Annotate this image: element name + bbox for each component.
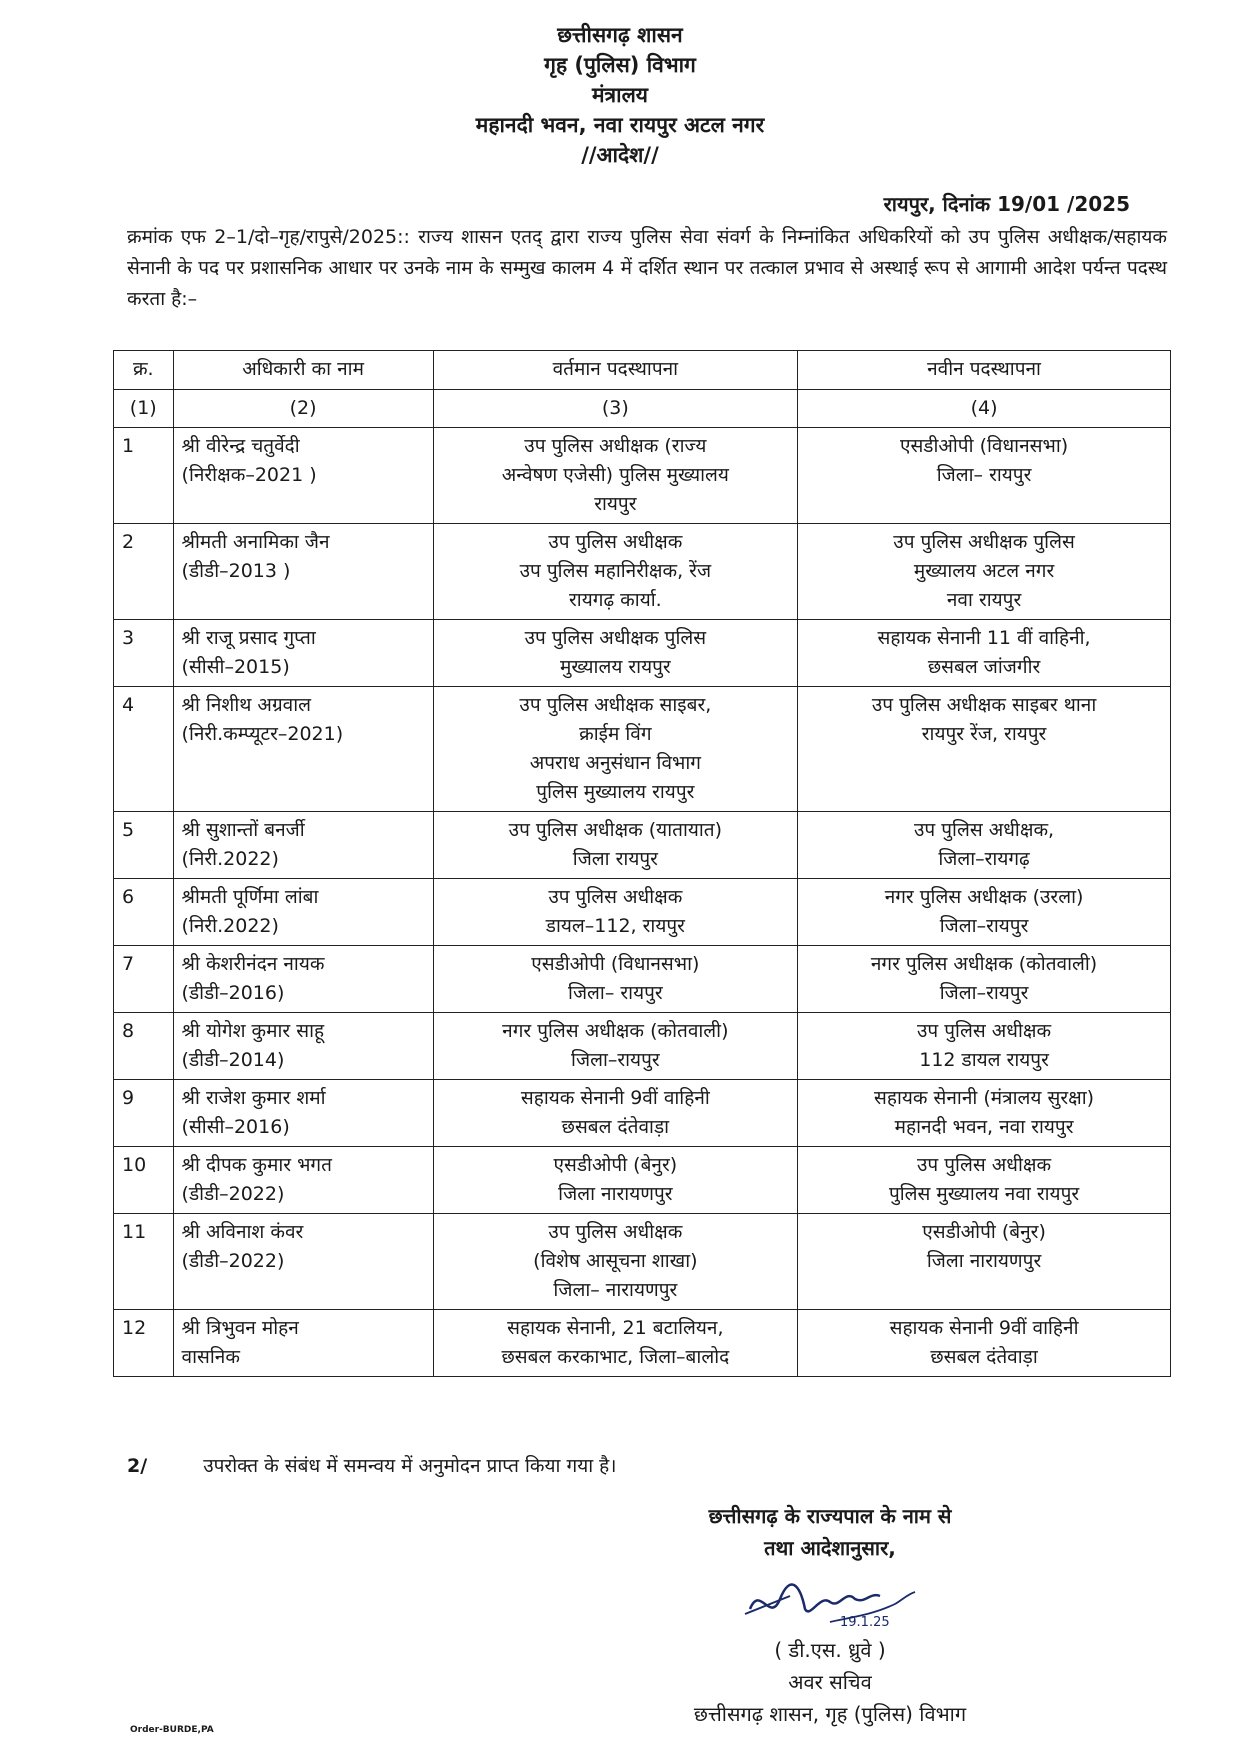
table-row xyxy=(114,879,1171,946)
current-posting-line: पुलिस मुख्यालय रायपुर xyxy=(536,781,695,803)
new-posting-line: नवा रायपुर xyxy=(946,589,1022,611)
row-officer-name xyxy=(173,1080,433,1147)
new-posting-line: जिला–रायपुर xyxy=(939,982,1029,1004)
current-posting-line: अन्वेषण एजेसी) पुलिस मुख्यालय xyxy=(501,464,729,486)
new-posting-line: उप पुलिस अधीक्षक पुलिस xyxy=(893,531,1075,553)
paragraph-text: उपरोक्त के संबंध में समन्वय में अनुमोदन प्राप्त किया गया है। xyxy=(203,1455,617,1477)
officer-name-line: श्री दीपक कुमार भगत xyxy=(181,1154,332,1176)
department-name: गृह (पुलिस) विभाग xyxy=(544,53,696,77)
govt-name: छत्तीसगढ़ शासन xyxy=(557,23,683,47)
row-officer-name xyxy=(173,946,433,1013)
current-posting-line: छसबल करकाभाट, जिला–बालोद xyxy=(501,1346,730,1368)
table-row xyxy=(114,1013,1171,1080)
current-posting-line: उप पुलिस अधीक्षक (यातायात) xyxy=(508,819,723,841)
row-new-posting xyxy=(798,1147,1171,1214)
row-current-posting xyxy=(433,524,798,620)
current-posting-line: उप पुलिस अधीक्षक xyxy=(548,531,683,553)
row-serial: 8 xyxy=(114,1013,174,1080)
officer-name-line: श्री राजेश कुमार शर्मा xyxy=(181,1087,326,1109)
header-current-posting: वर्तमान पदस्थापना xyxy=(433,351,798,390)
officer-name-line: श्री अविनाश कंवर xyxy=(181,1221,304,1243)
officer-name-line: (निरी.कम्प्यूटर–2021) xyxy=(181,723,344,745)
current-posting-line: (विशेष आसूचना शाखा) xyxy=(533,1250,698,1272)
new-posting-line: जिला–रायपुर xyxy=(939,915,1029,937)
new-posting-line: पुलिस मुख्यालय नवा रायपुर xyxy=(888,1183,1080,1205)
intro-paragraph: क्रमांक एफ 2–1/दो–गृह/रापुसे/2025:: राज्य शासन एतद् द्वारा राज्य पुलिस सेवा संवर्ग के निम्नांकित अधिकरियों को उप पुलिस अधीक्षक/सहायक सेनानी के पद पर प्रशासनिक आधार पर उनके नाम के सम्मुख कालम 4 में दर्शित स्थान पर तत्काल प्रभाव से अस्थाई रूप से आगामी आदेश पर्यन्त पदस्थ करता है:– xyxy=(127,226,1167,310)
current-posting-line: उप पुलिस महानिरीक्षक, रेंज xyxy=(519,560,712,582)
row-officer-name xyxy=(173,1310,433,1377)
row-new-posting xyxy=(798,1214,1171,1310)
officer-name-line: श्रीमती पूर्णिमा लांबा xyxy=(181,886,319,908)
row-officer-name xyxy=(173,428,433,524)
current-posting-line: मुख्यालय रायपुर xyxy=(560,656,671,678)
new-posting-line: जिला–रायगढ़ xyxy=(938,848,1030,870)
table-row xyxy=(114,1214,1171,1310)
new-posting-line: उप पुलिस अधीक्षक साइबर थाना xyxy=(871,694,1097,716)
new-posting-line: महानदी भवन, नवा रायपुर xyxy=(894,1116,1074,1138)
new-posting-line: छसबल जांजगीर xyxy=(927,656,1041,678)
row-serial: 2 xyxy=(114,524,174,620)
current-posting-line: जिला– रायपुर xyxy=(568,982,663,1004)
header-officer-name: अधिकारी का नाम xyxy=(173,351,433,390)
row-current-posting xyxy=(433,1147,798,1214)
current-posting-line: सहायक सेनानी, 21 बटालियन, xyxy=(507,1317,724,1339)
authority-line-1: छत्तीसगढ़ के राज्यपाल के नाम से xyxy=(708,1504,952,1528)
column-number-row xyxy=(114,390,1171,428)
row-serial: 12 xyxy=(114,1310,174,1377)
colnum-4: (4) xyxy=(798,390,1171,428)
letterhead xyxy=(0,20,1240,170)
row-serial: 11 xyxy=(114,1214,174,1310)
row-officer-name xyxy=(173,1147,433,1214)
row-new-posting xyxy=(798,428,1171,524)
place-date: रायपुर, दिनांक 19/01 /2025 xyxy=(883,192,1130,216)
new-posting-line: जिला– रायपुर xyxy=(936,464,1032,486)
row-serial: 10 xyxy=(114,1147,174,1214)
current-posting-line: रायपुर xyxy=(594,493,637,515)
officer-name-line: (डीडी–2022) xyxy=(181,1183,285,1205)
address-line: महानदी भवन, नवा रायपुर अटल नगर xyxy=(475,113,765,137)
row-current-posting xyxy=(433,1013,798,1080)
row-serial: 5 xyxy=(114,812,174,879)
new-posting-line: सहायक सेनानी (मंत्रालय सुरक्षा) xyxy=(874,1087,1095,1109)
officer-name-line: (डीडी–2016) xyxy=(181,982,285,1004)
row-current-posting xyxy=(433,428,798,524)
table-row xyxy=(114,1310,1171,1377)
ministry-name: मंत्रालय xyxy=(591,83,648,107)
current-posting-line: उप पुलिस अधीक्षक xyxy=(548,1221,683,1243)
signatory-designation: अवर सचिव xyxy=(788,1670,872,1694)
current-posting-line: अपराध अनुसंधान विभाग xyxy=(529,752,701,774)
officer-name-line: (निरी.2022) xyxy=(181,848,279,870)
current-posting-line: क्राईम विंग xyxy=(579,723,652,745)
current-posting-line: रायगढ़ कार्या. xyxy=(569,589,662,611)
row-officer-name xyxy=(173,1214,433,1310)
officer-name-line: श्रीमती अनामिका जैन xyxy=(181,531,330,553)
row-current-posting xyxy=(433,687,798,812)
row-new-posting xyxy=(798,620,1171,687)
row-new-posting xyxy=(798,946,1171,1013)
row-current-posting xyxy=(433,1214,798,1310)
current-posting-line: छसबल दंतेवाड़ा xyxy=(561,1116,670,1138)
row-new-posting xyxy=(798,879,1171,946)
new-posting-line: सहायक सेनानी 11 वीं वाहिनी, xyxy=(877,627,1091,649)
row-officer-name xyxy=(173,1013,433,1080)
new-posting-line: उप पुलिस अधीक्षक, xyxy=(914,819,1055,841)
new-posting-line: रायपुर रेंज, रायपुर xyxy=(921,723,1047,745)
table-row xyxy=(114,524,1171,620)
colnum-3: (3) xyxy=(433,390,798,428)
table-row xyxy=(114,620,1171,687)
handwritten-signature xyxy=(730,1574,930,1634)
current-posting-line: जिला–रायपुर xyxy=(571,1049,660,1071)
row-new-posting xyxy=(798,1013,1171,1080)
new-posting-line: नगर पुलिस अधीक्षक (कोतवाली) xyxy=(870,953,1098,975)
officer-name-line: श्री त्रिभुवन मोहन xyxy=(181,1317,299,1339)
row-current-posting xyxy=(433,812,798,879)
row-current-posting xyxy=(433,879,798,946)
current-posting-line: सहायक सेनानी 9वीं वाहिनी xyxy=(520,1087,710,1109)
new-posting-line: नगर पुलिस अधीक्षक (उरला) xyxy=(884,886,1084,908)
officer-name-line: (सीसी–2015) xyxy=(181,656,290,678)
header-serial: क्र. xyxy=(114,351,174,390)
current-posting-line: उप पुलिस अधीक्षक (राज्य xyxy=(524,435,707,457)
current-posting-line: नगर पुलिस अधीक्षक (कोतवाली) xyxy=(502,1020,729,1042)
officer-name-line: (डीडी–2022) xyxy=(181,1250,285,1272)
row-serial: 7 xyxy=(114,946,174,1013)
table-row xyxy=(114,687,1171,812)
header-new-posting: नवीन पदस्थापना xyxy=(798,351,1171,390)
order-title: //आदेश// xyxy=(581,143,659,167)
current-posting-line: जिला नारायणपुर xyxy=(558,1183,673,1205)
new-posting-line: एसडीओपी (विधानसभा) xyxy=(899,435,1069,457)
row-current-posting xyxy=(433,620,798,687)
row-current-posting xyxy=(433,946,798,1013)
current-posting-line: एसडीओपी (विधानसभा) xyxy=(531,953,700,975)
row-new-posting xyxy=(798,687,1171,812)
officer-name-line: वासनिक xyxy=(181,1346,240,1368)
officer-name-line: (निरी.2022) xyxy=(181,915,279,937)
table-row xyxy=(114,428,1171,524)
row-serial: 3 xyxy=(114,620,174,687)
current-posting-line: जिला– नारायणपुर xyxy=(553,1279,678,1301)
paragraph-number: 2/ xyxy=(127,1455,148,1477)
officer-name-line: श्री राजू प्रसाद गुप्ता xyxy=(181,627,316,649)
table-row xyxy=(114,1147,1171,1214)
table-row xyxy=(114,946,1171,1013)
row-serial: 9 xyxy=(114,1080,174,1147)
new-posting-line: छसबल दंतेवाड़ा xyxy=(930,1346,1038,1368)
officer-name-line: (निरीक्षक–2021 ) xyxy=(181,464,317,486)
officer-name-line: श्री निशीथ अग्रवाल xyxy=(181,694,312,716)
new-posting-line: जिला नारायणपुर xyxy=(926,1250,1042,1272)
table-header-row xyxy=(114,351,1171,390)
row-serial: 6 xyxy=(114,879,174,946)
row-serial: 4 xyxy=(114,687,174,812)
paragraph-2 xyxy=(127,1452,616,1478)
footer-reference: Order-BURDE,PA xyxy=(130,1725,214,1735)
authority-line-2: तथा आदेशानुसार, xyxy=(764,1536,896,1560)
row-new-posting xyxy=(798,1080,1171,1147)
svg-text:19.1.25: 19.1.25 xyxy=(840,1615,890,1630)
current-posting-line: जिला रायपुर xyxy=(572,848,658,870)
colnum-1: (1) xyxy=(114,390,174,428)
current-posting-line: उप पुलिस अधीक्षक xyxy=(548,886,683,908)
signatory-department: छत्तीसगढ़ शासन, गृह (पुलिस) विभाग xyxy=(693,1702,967,1726)
row-officer-name xyxy=(173,524,433,620)
row-new-posting xyxy=(798,524,1171,620)
row-new-posting xyxy=(798,1310,1171,1377)
current-posting-line: उप पुलिस अधीक्षक साइबर, xyxy=(519,694,712,716)
officer-name-line: श्री वीरेन्द्र चतुर्वेदी xyxy=(181,435,300,457)
row-officer-name xyxy=(173,687,433,812)
new-posting-line: 112 डायल रायपुर xyxy=(919,1049,1049,1071)
row-officer-name xyxy=(173,879,433,946)
row-officer-name xyxy=(173,812,433,879)
officer-name-line: (सीसी–2016) xyxy=(181,1116,290,1138)
row-officer-name xyxy=(173,620,433,687)
new-posting-line: मुख्यालय अटल नगर xyxy=(913,560,1055,582)
new-posting-line: एसडीओपी (बेनुर) xyxy=(922,1221,1046,1243)
new-posting-line: उप पुलिस अधीक्षक xyxy=(917,1020,1052,1042)
row-new-posting xyxy=(798,812,1171,879)
current-posting-line: डायल–112, रायपुर xyxy=(545,915,685,937)
officer-name-line: (डीडी–2013 ) xyxy=(181,560,291,582)
current-posting-line: एसडीओपी (बेनुर) xyxy=(553,1154,678,1176)
signature-block xyxy=(620,1500,1040,1730)
colnum-2: (2) xyxy=(173,390,433,428)
row-current-posting xyxy=(433,1080,798,1147)
row-serial: 1 xyxy=(114,428,174,524)
new-posting-line: सहायक सेनानी 9वीं वाहिनी xyxy=(889,1317,1079,1339)
current-posting-line: उप पुलिस अधीक्षक पुलिस xyxy=(524,627,707,649)
row-current-posting xyxy=(433,1310,798,1377)
officer-name-line: श्री सुशान्तों बनर्जी xyxy=(181,819,305,841)
new-posting-line: उप पुलिस अधीक्षक xyxy=(917,1154,1052,1176)
officer-name-line: श्री केशरीनंदन नायक xyxy=(181,953,325,975)
table-row xyxy=(114,812,1171,879)
signatory-name: ( डी.एस. ध्रुवे ) xyxy=(774,1638,886,1662)
table-body xyxy=(114,428,1171,1377)
officer-name-line: (डीडी–2014) xyxy=(181,1049,285,1071)
table-row xyxy=(114,1080,1171,1147)
officer-name-line: श्री योगेश कुमार साहू xyxy=(181,1020,325,1042)
postings-table xyxy=(113,350,1171,1377)
